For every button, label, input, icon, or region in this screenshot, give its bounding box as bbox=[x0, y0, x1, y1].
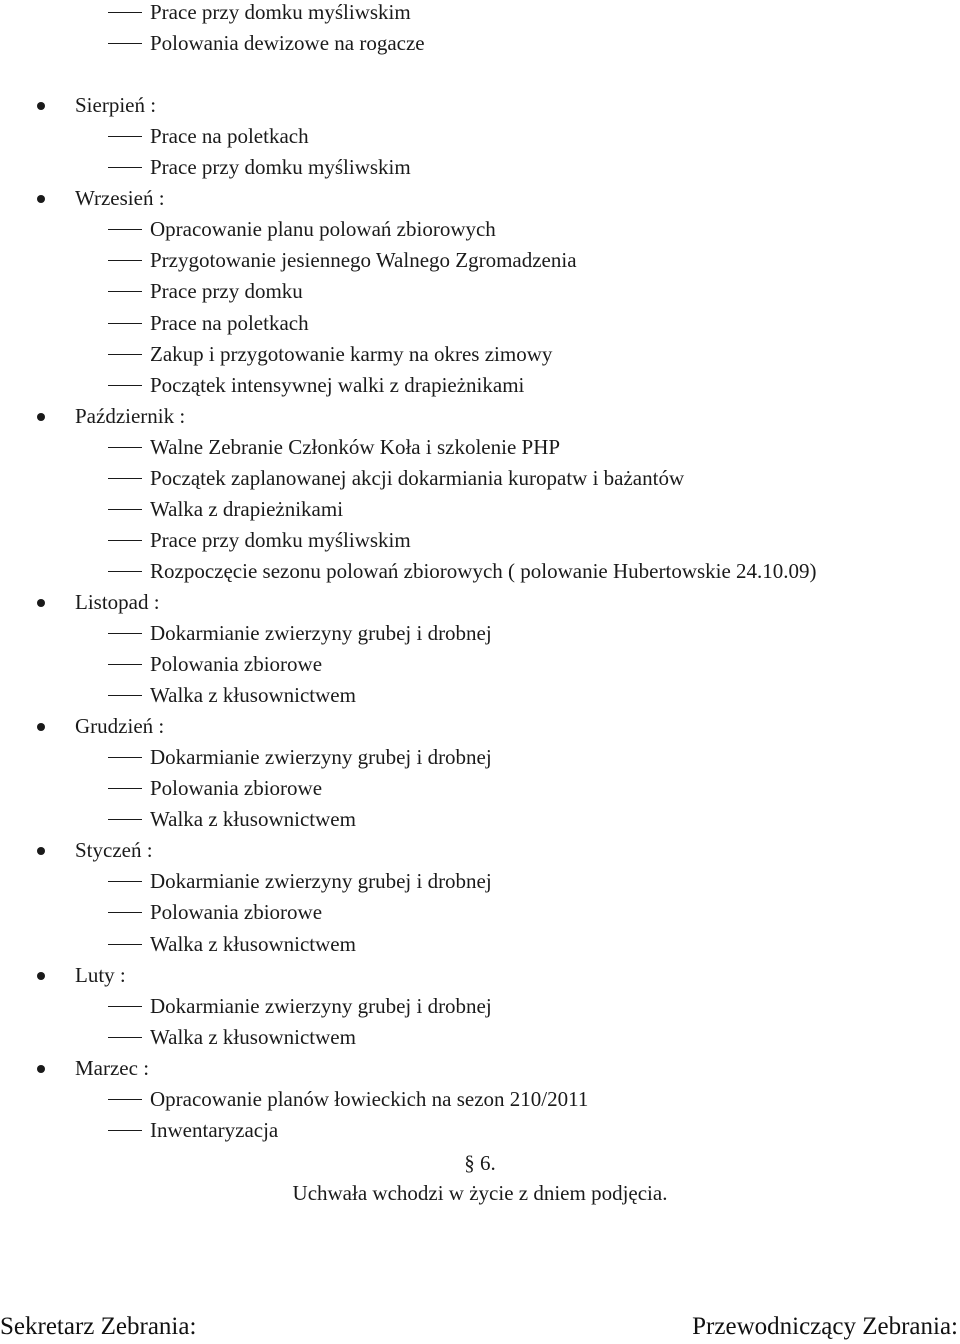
task-item: Walka z kłusownictwem bbox=[150, 931, 356, 956]
dash-bullet-icon bbox=[108, 167, 142, 168]
task-item: Walka z kłusownictwem bbox=[150, 807, 356, 832]
month-heading: Październik : bbox=[75, 403, 186, 428]
secretary-signature-label: Sekretarz Zebrania: bbox=[0, 1313, 197, 1340]
dash-bullet-icon bbox=[108, 1037, 142, 1038]
task-item: Początek zaplanowanej akcji dokarmiania kuropatw i bażantów bbox=[150, 465, 685, 490]
month-bullet-icon bbox=[37, 1065, 45, 1073]
dash-bullet-icon bbox=[108, 881, 142, 882]
dash-bullet-icon bbox=[108, 1006, 142, 1007]
dash-bullet-icon bbox=[108, 695, 142, 696]
month-heading: Grudzień : bbox=[75, 714, 165, 739]
task-item: Początek intensywnej walki z drapieżnikami bbox=[150, 372, 525, 397]
task-item: Rozpoczęcie sezonu polowań zbiorowych ( polowanie Hubertowskie 24.10.09) bbox=[150, 558, 817, 583]
month-bullet-icon bbox=[37, 599, 45, 607]
task-item: Walka z kłusownictwem bbox=[150, 683, 356, 708]
task-item: Dokarmianie zwierzyny grubej i drobnej bbox=[150, 621, 492, 645]
dash-bullet-icon bbox=[108, 385, 142, 386]
task-item: Polowania dewizowe na rogacze bbox=[150, 31, 425, 56]
task-item: Polowania zbiorowe bbox=[150, 652, 323, 677]
dash-bullet-icon bbox=[108, 571, 142, 572]
dash-bullet-icon bbox=[108, 323, 142, 324]
task-item: Walne Zebranie Członków Koła i szkolenie PHP bbox=[150, 434, 561, 459]
dash-bullet-icon bbox=[108, 757, 142, 758]
task-item: Zakup i przygotowanie karmy na okres zimowy bbox=[150, 341, 553, 366]
dash-bullet-icon bbox=[108, 447, 142, 448]
paragraph-number: § 6. bbox=[464, 1151, 496, 1175]
task-item: Dokarmianie zwierzyny grubej i drobnej bbox=[150, 869, 492, 894]
month-bullet-icon bbox=[37, 847, 45, 855]
dash-bullet-icon bbox=[108, 136, 142, 137]
dash-bullet-icon bbox=[108, 944, 142, 945]
month-bullet-icon bbox=[37, 972, 45, 980]
month-bullet-icon bbox=[37, 413, 45, 421]
dash-bullet-icon bbox=[108, 1130, 142, 1131]
task-item: Przygotowanie jesiennego Walnego Zgromadzenia bbox=[150, 248, 577, 273]
dash-bullet-icon bbox=[108, 509, 142, 510]
dash-bullet-icon bbox=[108, 540, 142, 541]
task-item: Walka z drapieżnikami bbox=[150, 496, 344, 521]
task-item: Prace na poletkach bbox=[150, 310, 309, 335]
month-heading: Wrzesień : bbox=[75, 186, 165, 211]
task-item: Polowania zbiorowe bbox=[150, 776, 323, 801]
dash-bullet-icon bbox=[108, 633, 142, 634]
month-heading: Sierpień : bbox=[75, 93, 157, 118]
task-item: Opracowanie planów łowieckich na sezon 210/2011 bbox=[150, 1086, 589, 1111]
task-item: Inwentaryzacja bbox=[150, 1117, 279, 1142]
task-item: Polowania zbiorowe bbox=[150, 900, 323, 925]
dash-bullet-icon bbox=[108, 12, 142, 13]
month-bullet-icon bbox=[37, 723, 45, 731]
task-item: Prace przy domku bbox=[150, 279, 303, 304]
task-item: Opracowanie planu polowań zbiorowych bbox=[150, 217, 496, 242]
chairman-signature-label: Przewodniczący Zebrania: bbox=[692, 1313, 958, 1340]
dash-bullet-icon bbox=[108, 1099, 142, 1100]
task-item: Prace na poletkach bbox=[150, 124, 309, 149]
dash-bullet-icon bbox=[108, 354, 142, 355]
month-heading: Listopad : bbox=[75, 589, 160, 614]
task-item: Prace przy domku myśliwskim bbox=[150, 527, 411, 552]
dash-bullet-icon bbox=[108, 260, 142, 261]
month-bullet-icon bbox=[37, 102, 45, 110]
task-item: Walka z kłusownictwem bbox=[150, 1024, 356, 1049]
month-bullet-icon bbox=[37, 195, 45, 203]
dash-bullet-icon bbox=[108, 43, 142, 44]
dash-bullet-icon bbox=[108, 819, 142, 820]
task-item: Dokarmianie zwierzyny grubej i drobnej bbox=[150, 993, 492, 1018]
task-item: Prace przy domku myśliwskim bbox=[150, 155, 411, 180]
dash-bullet-icon bbox=[108, 664, 142, 665]
month-heading: Styczeń : bbox=[75, 838, 153, 863]
month-heading: Marzec : bbox=[75, 1055, 150, 1080]
resolution-statement: Uchwała wchodzi w życie z dniem podjęcia. bbox=[292, 1181, 668, 1205]
month-heading: Luty : bbox=[75, 962, 126, 987]
dash-bullet-icon bbox=[108, 788, 142, 789]
dash-bullet-icon bbox=[108, 478, 142, 479]
dash-bullet-icon bbox=[108, 229, 142, 230]
dash-bullet-icon bbox=[108, 291, 142, 292]
task-item: Dokarmianie zwierzyny grubej i drobnej bbox=[150, 745, 492, 770]
task-item: Prace przy domku myśliwskim bbox=[150, 0, 411, 24]
dash-bullet-icon bbox=[108, 912, 142, 913]
